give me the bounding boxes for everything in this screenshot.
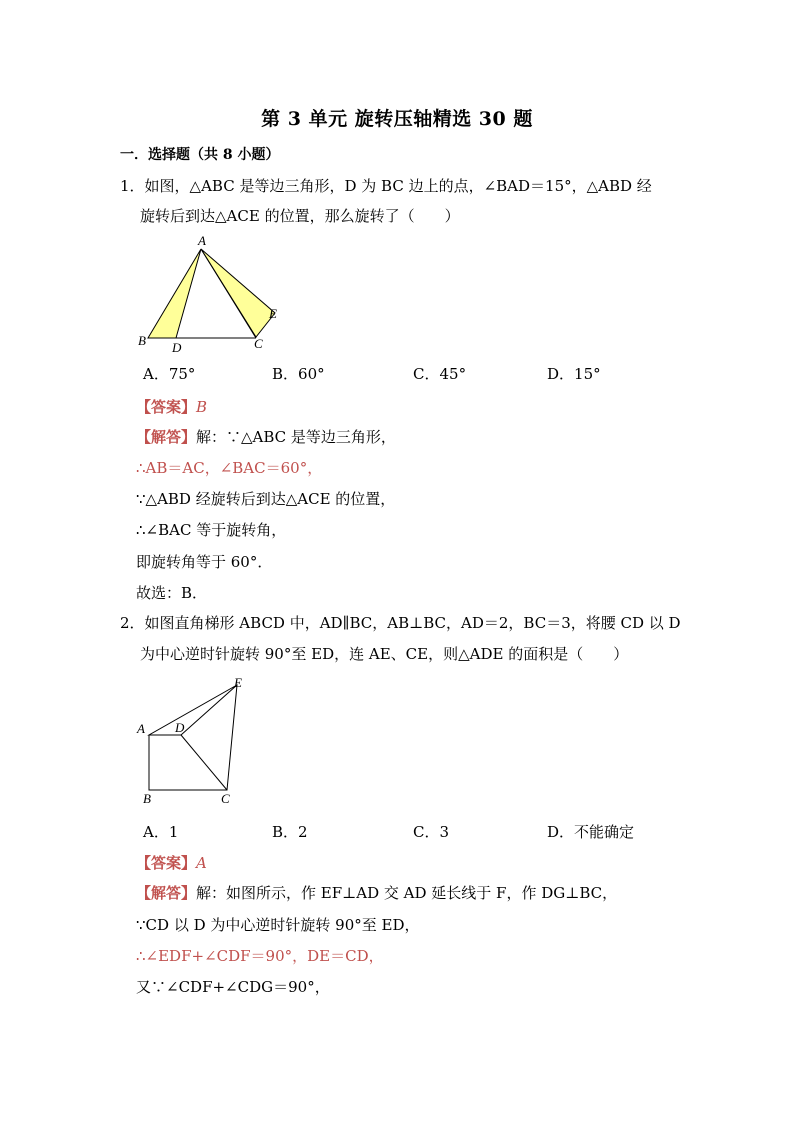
q2-label-c: C (221, 791, 230, 806)
q2-stem-line2: 为中心逆时针旋转 90°至 ED，连 AE、CE，则△ADE 的面积是（ ） (140, 645, 629, 663)
page-title: 第 3 单元 旋转压轴精选 30 题 (261, 108, 533, 130)
q1-label-d: D (172, 340, 182, 355)
q2-stem-line1: 2．如图直角梯形 ABCD 中，AD∥BC，AB⊥BC，AD＝2，BC＝3，将腰 CD 以 D (120, 614, 681, 632)
q2-answer-value: A (196, 854, 207, 872)
q1-option-a: A．75° (143, 365, 196, 383)
q2-figure (134, 672, 264, 808)
q2-solution-tag: 【解答】 (136, 884, 197, 902)
q1-label-a: A (198, 233, 206, 248)
q2-solution-line2: ∵CD 以 D 为中心逆时针旋转 90°至 ED， (136, 916, 420, 934)
q1-label-c: C (254, 336, 263, 351)
q1-solution-line3: ∵△ABD 经旋转后到达△ACE 的位置， (136, 490, 396, 508)
q2-solution-line4: 又∵∠CDF+∠CDG＝90°， (136, 978, 330, 996)
q1-option-c: C．45° (413, 365, 467, 383)
q1-figure (130, 228, 290, 358)
q1-label-b: B (138, 333, 146, 348)
q1-stem-line1: 1．如图，△ABC 是等边三角形，D 为 BC 边上的点，∠BAD＝15°，△ABD 经 (120, 177, 652, 195)
q1-answer-tag: 【答案】 (136, 398, 197, 416)
q1-solution-line4: ∴∠BAC 等于旋转角， (136, 521, 287, 539)
q1-answer-value: B (196, 398, 208, 416)
q2-label-d: D (175, 720, 185, 735)
q1-triangle-abd (148, 249, 201, 338)
q1-option-d: D．15° (547, 365, 601, 383)
q2-answer (136, 852, 207, 873)
q1-solution-line2: ∴AB＝AC，∠BAC＝60°， (136, 459, 323, 477)
q2-option-a: A．1 (143, 823, 179, 841)
q2-answer-tag: 【答案】 (136, 854, 197, 872)
q2-option-c: C．3 (413, 823, 450, 841)
q2-label-b: B (143, 791, 151, 806)
q1-stem-line2: 旋转后到达△ACE 的位置，那么旋转了（ ） (140, 207, 460, 225)
q1-answer (136, 396, 207, 417)
q2-option-d: D．不能确定 (547, 823, 635, 841)
q1-solution-tag: 【解答】 (136, 428, 197, 446)
q1-solution-line5: 即旋转角等于 60°． (136, 553, 273, 571)
q1-triangle-ace (201, 249, 275, 337)
q1-option-b: B．60° (272, 365, 325, 383)
q2-option-b: B．2 (272, 823, 308, 841)
q2-label-e: E (234, 675, 242, 690)
section-heading: 一．选择题（共 8 小题） (120, 147, 280, 163)
q2-solution-line1: 【解答】解：如图所示，作 EF⊥AD 交 AD 延长线于 F，作 DG⊥BC， (136, 884, 618, 902)
q2-label-a: A (137, 721, 145, 736)
q1-solution-line6: 故选：B． (136, 584, 208, 602)
q1-label-e: E (269, 306, 277, 321)
q1-solution-line1: 【解答】解：∵△ABC 是等边三角形， (136, 428, 396, 446)
q2-solution-line3: ∴∠EDF+∠CDF＝90°，DE＝CD， (136, 947, 384, 965)
